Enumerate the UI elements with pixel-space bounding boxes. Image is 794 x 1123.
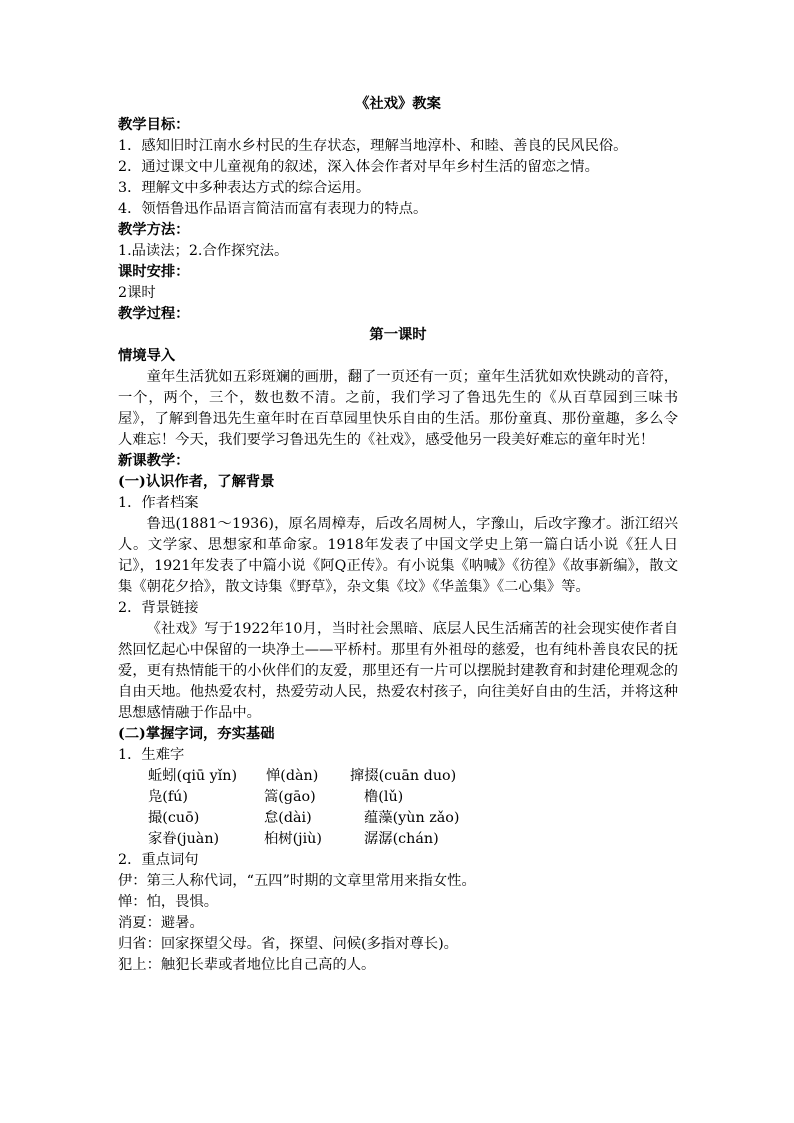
vocab-row (118, 808, 678, 829)
goal-item: 4．领悟鲁迅作品语言简洁而富有表现力的特点。 (118, 201, 428, 217)
section-two-heading: (二)掌握字词，夯实基础 (118, 726, 275, 742)
words-heading: 2．重点词句 (118, 852, 199, 868)
vocab-item: 撺掇(cuān duo) (350, 768, 457, 784)
background-paragraph: 《社戏》写于1922年10月，当时社会黑暗、底层人民生活痛苦的社会现实使作者自然回忆起心中保留的一块净土——平桥村。那里有外祖母的慈爱，也有纯朴善良农民的抚爱，更有热情能干的小伙伴们的友爱，那里还有一片可以摆脱封建教育和封建伦理观念的自由天地。他热爱农村，热爱劳动人民，热爱农村孩子，向往美好自由的生活，并将这种思想感情融于作品中。 (118, 621, 678, 721)
lesson-one-heading: 第一课时 (369, 327, 427, 343)
word-definition: 消夏：避暑。 (118, 915, 204, 931)
vocab-item: 凫(fú) (148, 789, 188, 805)
methods-heading: 教学方法： (118, 222, 190, 238)
goal-item: 3．理解文中多种表达方式的综合运用。 (118, 180, 371, 196)
background-heading: 2．背景链接 (118, 600, 199, 616)
word-definition: 犯上：触犯长辈或者地位比自己高的人。 (118, 957, 376, 973)
word-definition: 伊：第三人称代词，“五四”时期的文章里常用来指女性。 (118, 873, 476, 889)
vocab-row (118, 787, 678, 808)
new-lesson-heading: 新课教学： (118, 453, 190, 469)
vocab-row (118, 829, 678, 850)
vocab-item: 篙(gāo) (264, 789, 316, 805)
vocab-item: 桕树(jiù) (264, 831, 322, 847)
word-definition: 惮：怕，畏惧。 (118, 894, 219, 910)
intro-heading: 情境导入 (118, 348, 176, 364)
process-heading: 教学过程： (118, 306, 190, 322)
vocab-item: 惮(dàn) (266, 768, 319, 784)
vocab-row (118, 766, 678, 787)
vocab-item: 橹(lǔ) (364, 789, 404, 805)
section-one-heading: (一)认识作者，了解背景 (118, 474, 275, 490)
vocab-item: 家眷(juàn) (148, 831, 220, 847)
author-paragraph: 鲁迅(1881～1936)，原名周樟寿，后改名周树人，字豫山，后改字豫才。浙江绍兴人。文学家、思想家和革命家。1918年发表了中国文学史上第一篇白话小说《狂人日记》，1921年发表了中篇小说《阿Q正传》。有小说集《呐喊》《彷徨》《故事新编》，散文集《朝花夕拾》，散文诗集《野草》，杂文集《坟》《华盖集》《二心集》等。 (118, 516, 678, 595)
vocab-item: 怠(dài) (264, 810, 312, 826)
schedule-text: 2课时 (118, 285, 156, 301)
goal-item: 1．感知旧时江南水乡村民的生存状态，理解当地淳朴、和睦、善良的民风民俗。 (118, 138, 628, 154)
doc-title: 《社戏》教案 (355, 96, 441, 112)
vocab-item: 蚯蚓(qiū yǐn) (148, 768, 238, 784)
vocab-item: 潺潺(chán) (364, 831, 439, 847)
intro-paragraph: 童年生活犹如五彩斑斓的画册，翻了一页还有一页；童年生活犹如欢快跳动的音符，一个，两个，三个，数也数不清。之前，我们学习了鲁迅先生的《从百草园到三味书屋》，了解到鲁迅先生童年时在百草园里快乐自由的生活。那份童真、那份童趣，多么令人难忘！今天，我们要学习鲁迅先生的《社戏》，感受他另一段美好难忘的童年时光！ (118, 369, 678, 448)
vocab-item: 撮(cuō) (148, 810, 200, 826)
methods-text: 1.品读法；2.合作探究法。 (118, 243, 289, 259)
document-page (118, 94, 678, 976)
author-heading: 1．作者档案 (118, 495, 199, 511)
vocab-item: 蕴藻(yùn zǎo) (364, 810, 460, 826)
goal-item: 2．通过课文中儿童视角的叙述，深入体会作者对早年乡村生活的留恋之情。 (118, 159, 599, 175)
schedule-heading: 课时安排： (118, 264, 190, 280)
word-definition: 归省：回家探望父母。省，探望、问候(多指对尊长)。 (118, 936, 458, 952)
goals-heading: 教学目标： (118, 117, 190, 133)
chars-heading: 1．生难字 (118, 747, 185, 763)
